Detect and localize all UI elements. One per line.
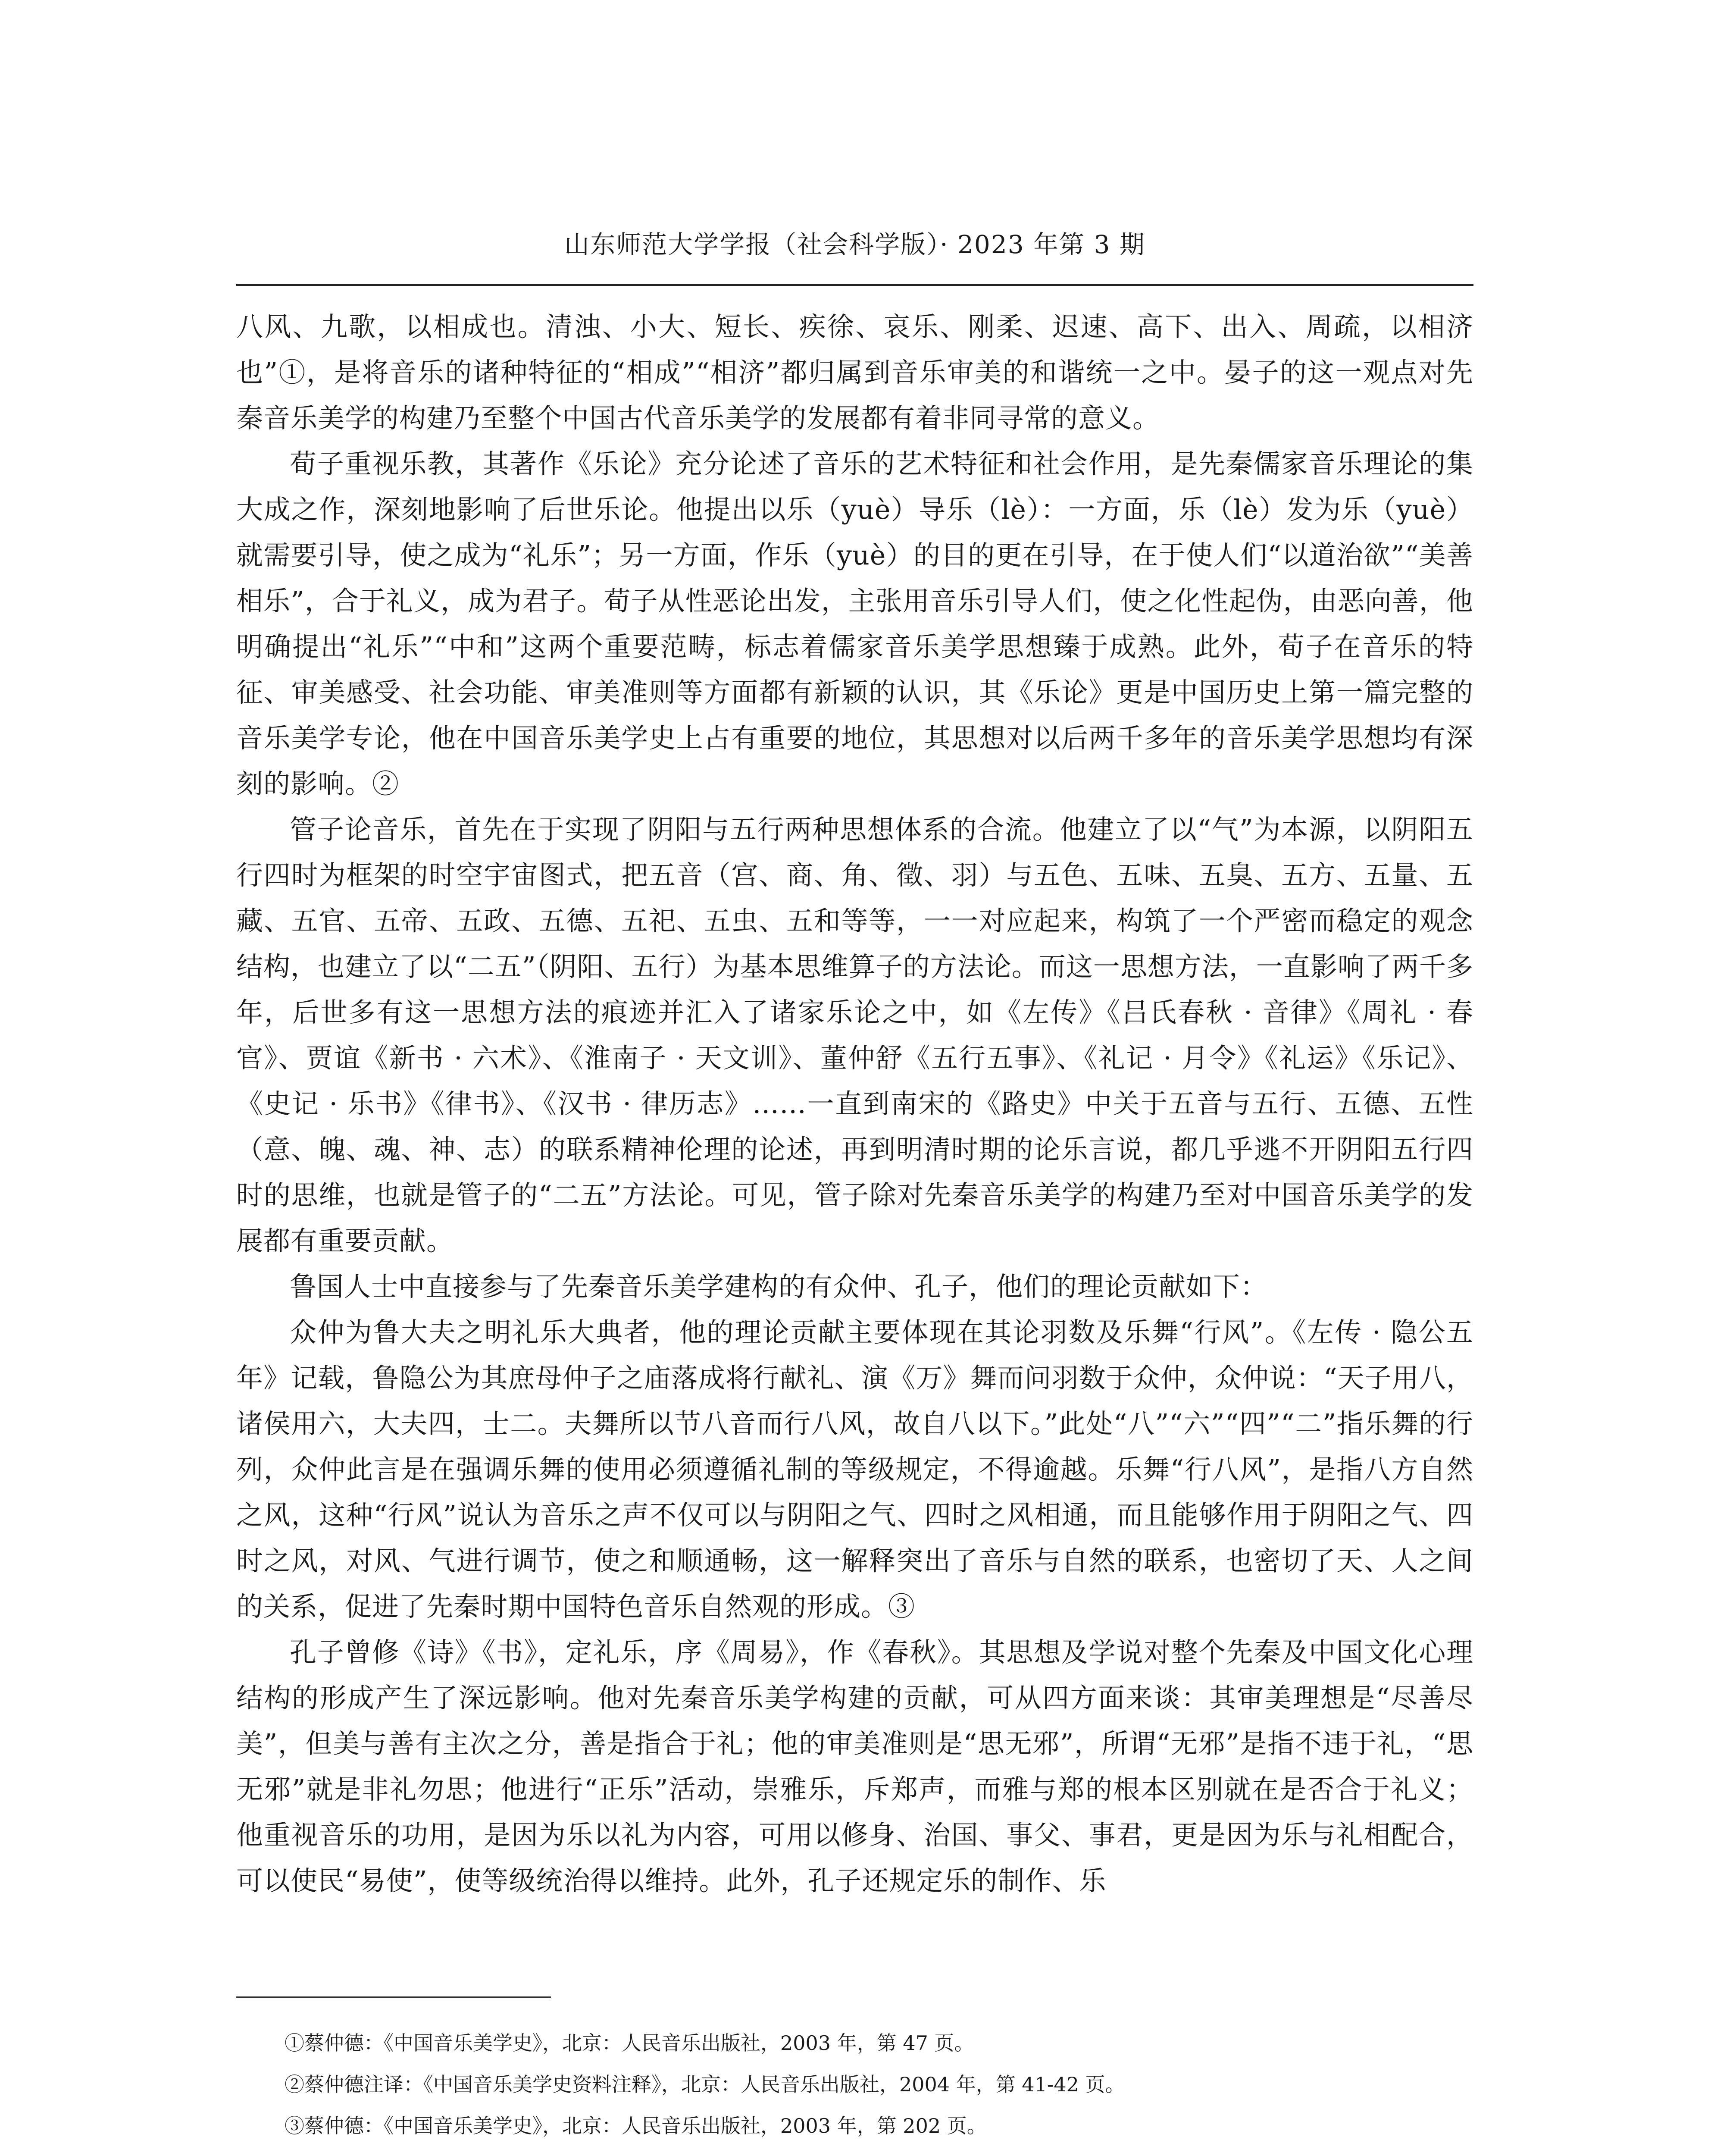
body-text: [236, 304, 1473, 1904]
paragraph-guanzi: 管子论音乐，首先在于实现了阴阳与五行两种思想体系的合流。他建立了以“气”为本源，以阴阳五行四时为框架的时空宇宙图式，把五音（宫、商、角、徵、羽）与五色、五味、五臭、五方、五量、五藏、五官、五帝、五政、五德、五祀、五虫、五和等等，一一对应起来，构筑了一个严密而稳定的观念结构，也建立了以“二五”（阴阳、五行）为基本思维算子的方法论。而这一思想方法，一直影响了两千多年，后世多有这一思想方法的痕迹并汇入了诸家乐论之中，如《左传》《吕氏春秋 · 音律》《周礼 · 春官》、贾谊《新书 · 六术》、《淮南子 · 天文训》、董仲舒《五行五事》、《礼记 · 月令》《礼运》《乐记》、《史记 · 乐书》《律书》、《汉书 · 律历志》……一直到南宋的《路史》中关于五音与五行、五德、五性（意、魄、魂、神、志）的联系精神伦理的论述，再到明清时期的论乐言说，都几乎逃不开阴阳五行四时的思维，也就是管子的“二五”方法论。可见，管子除对先秦音乐美学的构建乃至对中国音乐美学的发展都有重要贡献。: [236, 814, 1473, 1257]
footnotes: [285, 2022, 1448, 2147]
footnote-rule: [236, 1996, 551, 1998]
paragraph-xunzi: 荀子重视乐教，其著作《乐论》充分论述了音乐的艺术特征和社会作用，是先秦儒家音乐理论的集大成之作，深刻地影响了后世乐论。他提出以乐（yuè）导乐（lè）：一方面，乐（lè）发为乐（yuè）就需要引导，使之成为“礼乐”；另一方面，作乐（yuè）的目的更在引导，在于使人们“以道治欲”“美善相乐”，合于礼义，成为君子。荀子从性恶论出发，主张用音乐引导人们，使之化性起伪，由恶向善，他明确提出“礼乐”“中和”这两个重要范畴，标志着儒家音乐美学思想臻于成熟。此外，荀子在音乐的特征、审美感受、社会功能、审美准则等方面都有新颖的认识，其《乐论》更是中国历史上第一篇完整的音乐美学专论，他在中国音乐美学史上占有重要的地位，其思想对以后两千多年的音乐美学思想均有深刻的影响。②: [236, 448, 1473, 799]
header-rule: [236, 284, 1473, 286]
paragraph-zhongzhong: 众仲为鲁大夫之明礼乐大典者，他的理论贡献主要体现在其论羽数及乐舞“行风”。《左传 · 隐公五年》记载，鲁隐公为其庶母仲子之庙落成将行献礼、演《万》舞而问羽数于众仲，众仲说：“天子用八，诸侯用六，大夫四，士二。夫舞所以节八音而行八风，故自八以下。”此处“八”“六”“四”“二”指乐舞的行列，众仲此言是在强调乐舞的使用必须遵循礼制的等级规定，不得逾越。乐舞“行八风”，是指八方自然之风，这种“行风”说认为音乐之声不仅可以与阴阳之气、四时之风相通，而且能够作用于阴阳之气、四时之风，对风、气进行调节，使之和顺通畅，这一解释突出了音乐与自然的联系，也密切了天、人之间的关系，促进了先秦时期中国特色音乐自然观的形成。③: [236, 1316, 1473, 1622]
paragraph-lu-intro: 鲁国人士中直接参与了先秦音乐美学建构的有众仲、孔子，他们的理论贡献如下：: [290, 1271, 1268, 1302]
footnote-3: ③蔡仲德：《中国音乐美学史》，北京：人民音乐出版社，2003 年，第 202 页。: [285, 2114, 987, 2137]
paragraph-confucius: 孔子曾修《诗》《书》，定礼乐，序《周易》，作《春秋》。其思想及学说对整个先秦及中国文化心理结构的形成产生了深远影响。他对先秦音乐美学构建的贡献，可从四方面来谈：其审美理想是“尽善尽美”，但美与善有主次之分，善是指合于礼；他的审美准则是“思无邪”，所谓“无邪”是指不违于礼，“思无邪”就是非礼勿思；他进行“正乐”活动，崇雅乐，斥郑声，而雅与郑的根本区别就在是否合于礼义；他重视音乐的功用，是因为乐以礼为内容，可用以修身、治国、事父、事君，更是因为乐与礼相配合，可以使民“易使”，使等级统治得以维持。此外，孔子还规定乐的制作、乐: [236, 1636, 1473, 1896]
footnote-2: ②蔡仲德注译：《中国音乐美学史资料注释》，北京：人民音乐出版社，2004 年，第 41-42 页。: [285, 2073, 1125, 2096]
footnote-1: ①蔡仲德：《中国音乐美学史》，北京：人民音乐出版社，2003 年，第 47 页。: [285, 2031, 974, 2055]
running-head: 山东师范大学学报（社会科学版）· 2023 年第 3 期: [564, 230, 1145, 259]
paragraph-continued: 八风、九歌，以相成也。清浊、小大、短长、疾徐、哀乐、刚柔、迟速、高下、出入、周疏，以相济也”①，是将音乐的诸种特征的“相成”“相济”都归属到音乐审美的和谐统一之中。晏子的这一观点对先秦音乐美学的构建乃至整个中国古代音乐美学的发展都有着非同寻常的意义。: [236, 311, 1473, 434]
